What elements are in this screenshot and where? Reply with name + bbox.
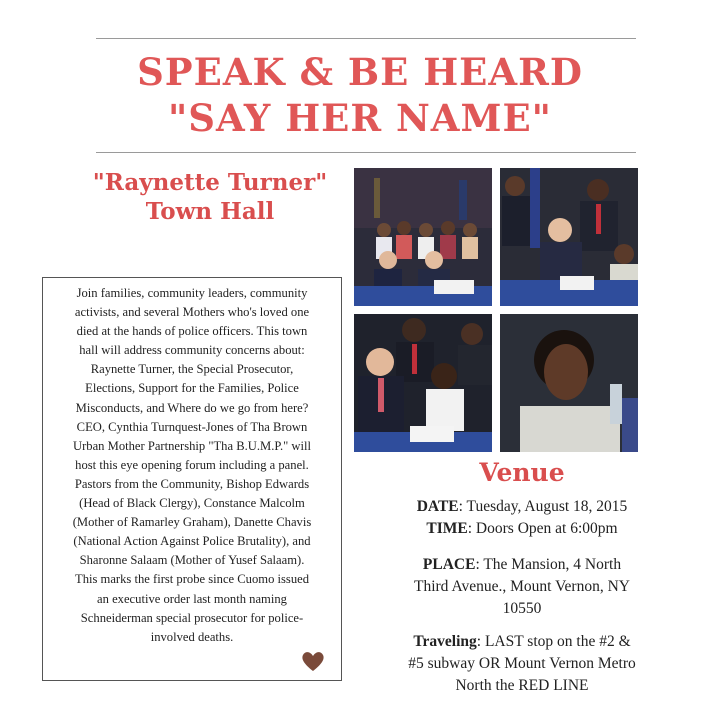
venue-place xyxy=(352,555,692,575)
description-line: died at the hands of police officers. This town xyxy=(76,324,308,339)
description-line: Schneiderman special prosecutor for police- xyxy=(80,610,304,625)
description-line: activists, and several Mothers who's loved one xyxy=(74,305,310,320)
description-line: host this eye opening forum including a panel. xyxy=(75,457,309,472)
photo-signing-closeup xyxy=(500,168,638,306)
description-line: (National Action Against Police Brutality), and xyxy=(73,534,311,549)
event-title-line-2: Town Hall xyxy=(145,198,275,225)
description-line: hall will address community concerns about: xyxy=(79,343,305,358)
date-value: : Tuesday, August 18, 2015 xyxy=(458,498,628,515)
description-text xyxy=(51,284,333,647)
bottom-divider xyxy=(96,152,636,153)
description-line: (Mother of Ramarley Graham), Danette Chavis xyxy=(72,515,312,530)
description-line: Urban Mother Partnership "Tha B.U.M.P." will xyxy=(73,438,311,453)
venue-heading: Venue xyxy=(479,458,565,487)
description-line: Join families, community leaders, community xyxy=(76,286,308,300)
venue-traveling-line-2: #5 subway OR Mount Vernon Metro xyxy=(408,655,636,672)
event-title-line-1: "Raynette Turner" xyxy=(92,169,328,196)
venue-place-line-2: Third Avenue., Mount Vernon, NY xyxy=(414,578,630,595)
time-value: : Doors Open at 6:00pm xyxy=(467,520,618,537)
time-label: TIME xyxy=(426,520,468,537)
place-label: PLACE xyxy=(422,556,476,573)
description-line: Sharonne Salaam (Mother of Yusef Salaam). xyxy=(79,553,305,568)
headline-line-1: SPEAK & BE HEARD xyxy=(137,50,583,94)
date-label: DATE xyxy=(416,498,459,515)
place-value-line-1: : The Mansion, 4 North xyxy=(475,556,622,573)
traveling-value-line-1: : LAST stop on the #2 & xyxy=(476,633,631,650)
photo-signing-group xyxy=(354,168,492,306)
description-line: involved deaths. xyxy=(150,629,234,644)
headline-line-2: "SAY HER NAME" xyxy=(168,96,552,140)
traveling-label: Traveling xyxy=(413,633,477,650)
heart-icon xyxy=(300,648,326,674)
venue-time xyxy=(352,519,692,539)
description-line: Raynette Turner, the Special Prosecutor, xyxy=(90,362,294,377)
description-line: Elections, Support for the Families, Police xyxy=(85,381,299,396)
venue-place-line-3: 10550 xyxy=(502,600,542,617)
venue-date xyxy=(352,497,692,517)
description-box xyxy=(42,277,342,681)
description-line: an executive order last month naming xyxy=(97,591,287,606)
venue-traveling-line-3: North the RED LINE xyxy=(455,677,589,694)
venue-traveling xyxy=(352,632,692,652)
description-line: Pastors from the Community, Bishop Edwards xyxy=(74,476,310,491)
description-line: (Head of Black Clergy), Constance Malcolm xyxy=(79,496,305,511)
description-line: CEO, Cynthia Turnquest-Jones of Tha Brown xyxy=(76,419,308,434)
photo-woman-portrait xyxy=(500,314,638,452)
photo-governor-and-woman xyxy=(354,314,492,452)
top-divider xyxy=(96,38,636,39)
description-line: Misconducts, and Where do we go from here? xyxy=(75,400,309,415)
description-line: This marks the first probe since Cuomo issued xyxy=(75,572,309,587)
